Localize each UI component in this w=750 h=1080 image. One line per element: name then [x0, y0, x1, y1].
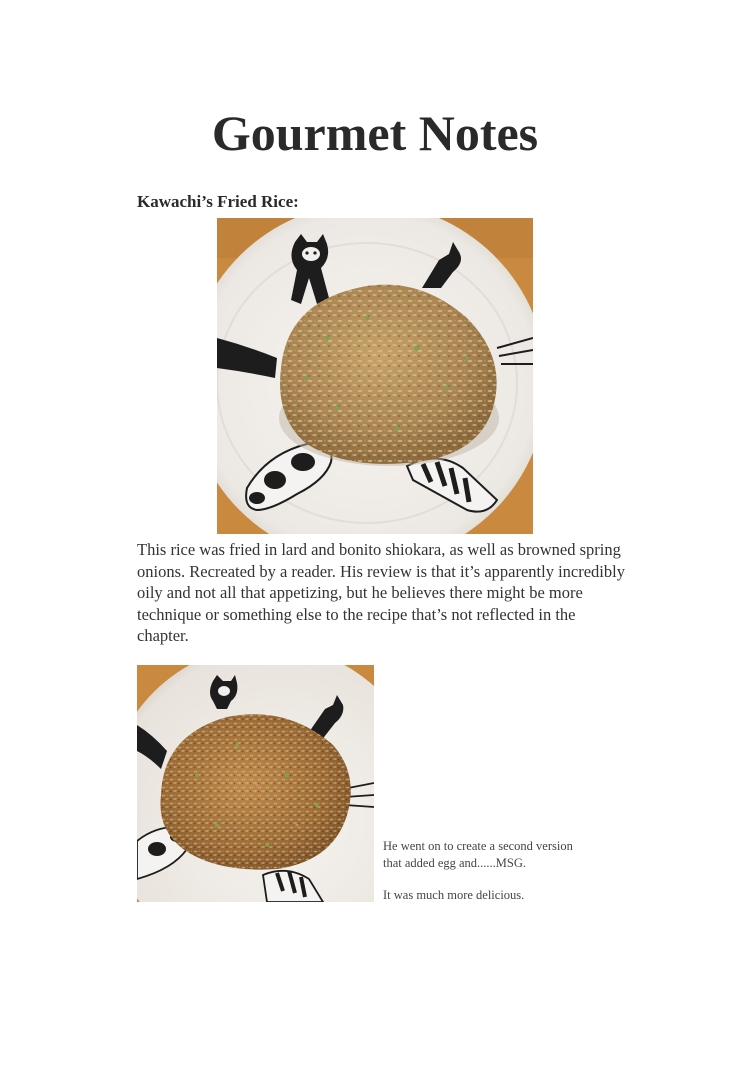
fried-rice-photo-first-version [217, 218, 533, 534]
side-note-line-3: It was much more delicious. [383, 888, 525, 902]
side-note-line-2: that added egg and......MSG. [383, 856, 527, 870]
section-heading: Kawachi’s Fried Rice: [137, 192, 299, 211]
page-title: Gourmet Notes [211, 105, 539, 161]
fried-rice-photo-second-version [137, 665, 374, 902]
side-note [383, 838, 623, 904]
side-note-line-1: He went on to create a second version [383, 839, 573, 853]
description-paragraph: This rice was fried in lard and bonito shiokara, as well as browned spring onions. Recreated by a reader. His review is that it’s apparently incredibly oily and not all that appetizing, but he believes there might be more technique or something else to the recipe that’s not reflected in the chapter. [137, 540, 625, 645]
